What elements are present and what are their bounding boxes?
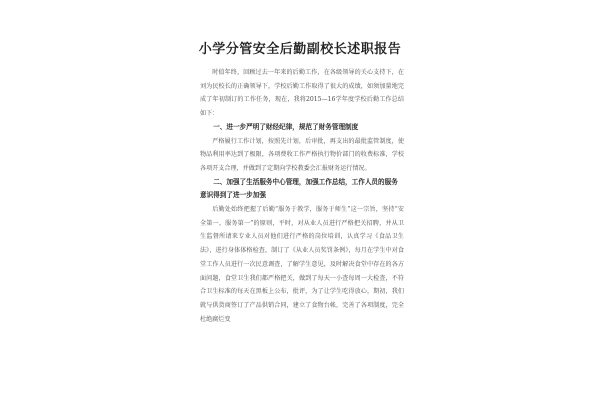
finance-paragraph: 严格履行工作计划，按照先计划，后审批，再支出的最批监管制度，使物品利用率达到了极限，各项费收工作严格执行物价部门的收费标准，学校各项开支合理，并做到了定期向学校教委会汇报财务运行情况。 [200, 137, 404, 172]
section-heading-finance: 一、进一步严明了财经纪律，规范了财务管理制度 [213, 122, 359, 131]
services-paragraph: 后勤处始终把握了后勤“服务于教学，服务于师生”这一宗旨，坚持“安全第一、服务第一”的原则，平时，对从业人员进行严格把关招聘，并从卫生监督所请来专业人员对他们进行严格的岗位培训，认真学习《食品卫生法》，进行身体体格检查，制订了《从业人员奖罚条例》，每月在学生中对食堂工作人员进行一次民意调查，了解学生意见，及时解决食堂中存在的各方面问题，食堂卫生我们都严格把关，做到了每天一小查每周一大检查，不符合卫生标准的每天在黑板上公布，批评，为了让学生吃得放心，期初，我们就与供货商签订了产品供销合同，建立了食物台帐，完善了各项制度，完全杜绝腐烂变 [200, 206, 404, 323]
intro-paragraph: 时值年终，回顾过去一年来的后勤工作，在各级领导的关心支持下，在刘为民校长的正确领导下，学校后勤工作取得了很大的成绩，如须加量地完成了年初制订的工作任务，现在，我将2015—16学年度学校后勤工作总结如下： [200, 69, 404, 118]
document-body [200, 66, 404, 326]
document-title: 小学分管安全后勤副校长述职报告 [198, 42, 402, 57]
section-heading-services: 二、加强了生活服务中心管理，加强工作总结，工作人员的服务意识得到了进一步加强 [200, 177, 398, 200]
